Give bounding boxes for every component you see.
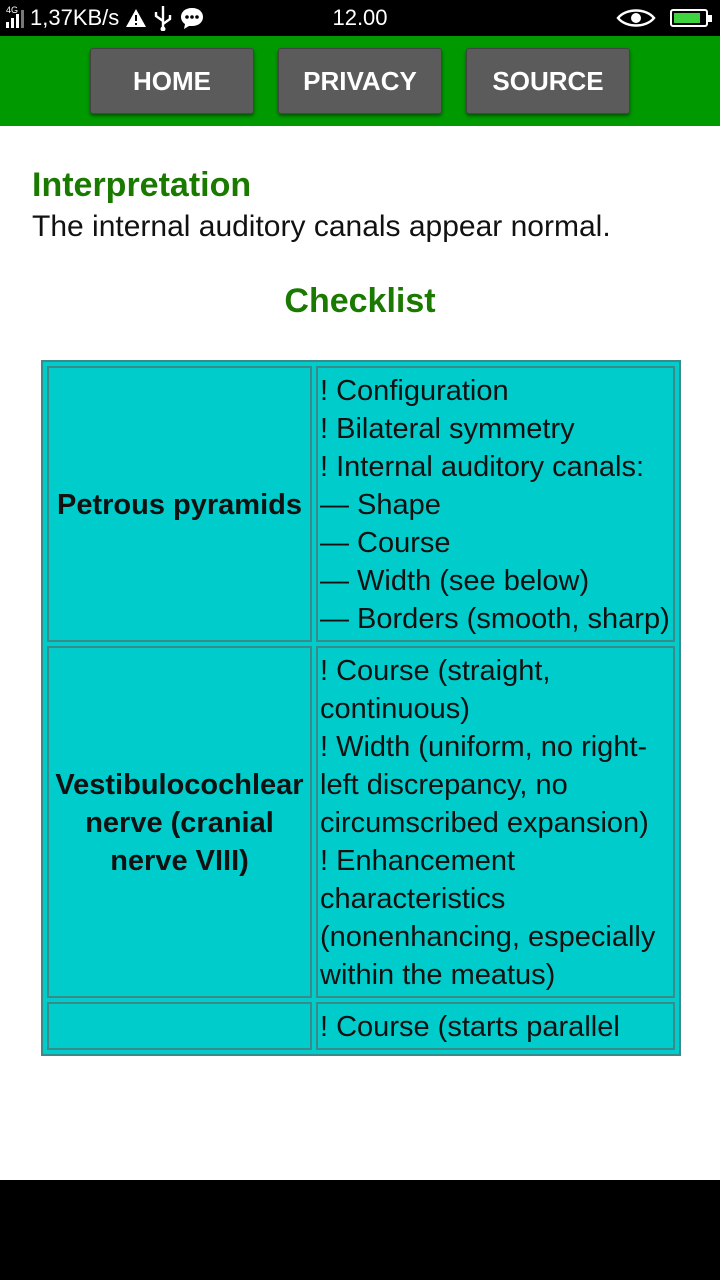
- list-item: — Borders (smooth, sharp): [320, 603, 670, 635]
- list-item: ! Course (starts parallel: [320, 1011, 620, 1043]
- network-type: 4G: [6, 5, 19, 15]
- top-navigation: [0, 36, 720, 126]
- list-item: — Shape: [320, 489, 441, 521]
- list-item: ! Enhancement characteristics (nonenhancing, especially within the meatus): [320, 845, 656, 991]
- row-label: [47, 1002, 312, 1050]
- table-row: [47, 646, 675, 998]
- status-bar: [0, 0, 720, 36]
- list-item: — Course: [320, 527, 451, 559]
- home-button[interactable]: HOME: [90, 48, 254, 114]
- row-items: [316, 366, 675, 642]
- table-row: [47, 1002, 675, 1050]
- main-content[interactable]: [0, 126, 720, 1180]
- row-items: [316, 1002, 675, 1050]
- checklist-heading: Checklist: [284, 282, 436, 320]
- clock: 12.00: [332, 5, 388, 30]
- network-speed: 1,37KB/s: [30, 5, 120, 30]
- eye-icon: [616, 7, 656, 29]
- navigation-bar-area: [0, 1180, 720, 1280]
- list-item: ! Bilateral symmetry: [320, 413, 575, 445]
- list-item: ! Internal auditory canals:: [320, 451, 645, 483]
- row-items: [316, 646, 675, 998]
- row-label: Petrous pyramids: [47, 366, 312, 642]
- table-row: [47, 366, 675, 642]
- status-right: [616, 0, 708, 36]
- interpretation-text: The internal auditory canals appear normal.: [32, 210, 611, 243]
- battery-icon: [670, 9, 708, 27]
- list-item: ! Width (uniform, no right-left discrepancy, no circumscribed expansion): [320, 731, 649, 839]
- interpretation-heading: Interpretation: [32, 166, 252, 204]
- privacy-button[interactable]: PRIVACY: [278, 48, 442, 114]
- list-item: — Width (see below): [320, 565, 590, 597]
- checklist-table: [41, 360, 681, 1056]
- list-item: ! Course (straight, continuous): [320, 655, 551, 725]
- source-button[interactable]: SOURCE: [466, 48, 630, 114]
- row-label: Vestibulocochlear nerve (cranial nerve VIII): [47, 646, 312, 998]
- list-item: ! Configuration: [320, 375, 509, 407]
